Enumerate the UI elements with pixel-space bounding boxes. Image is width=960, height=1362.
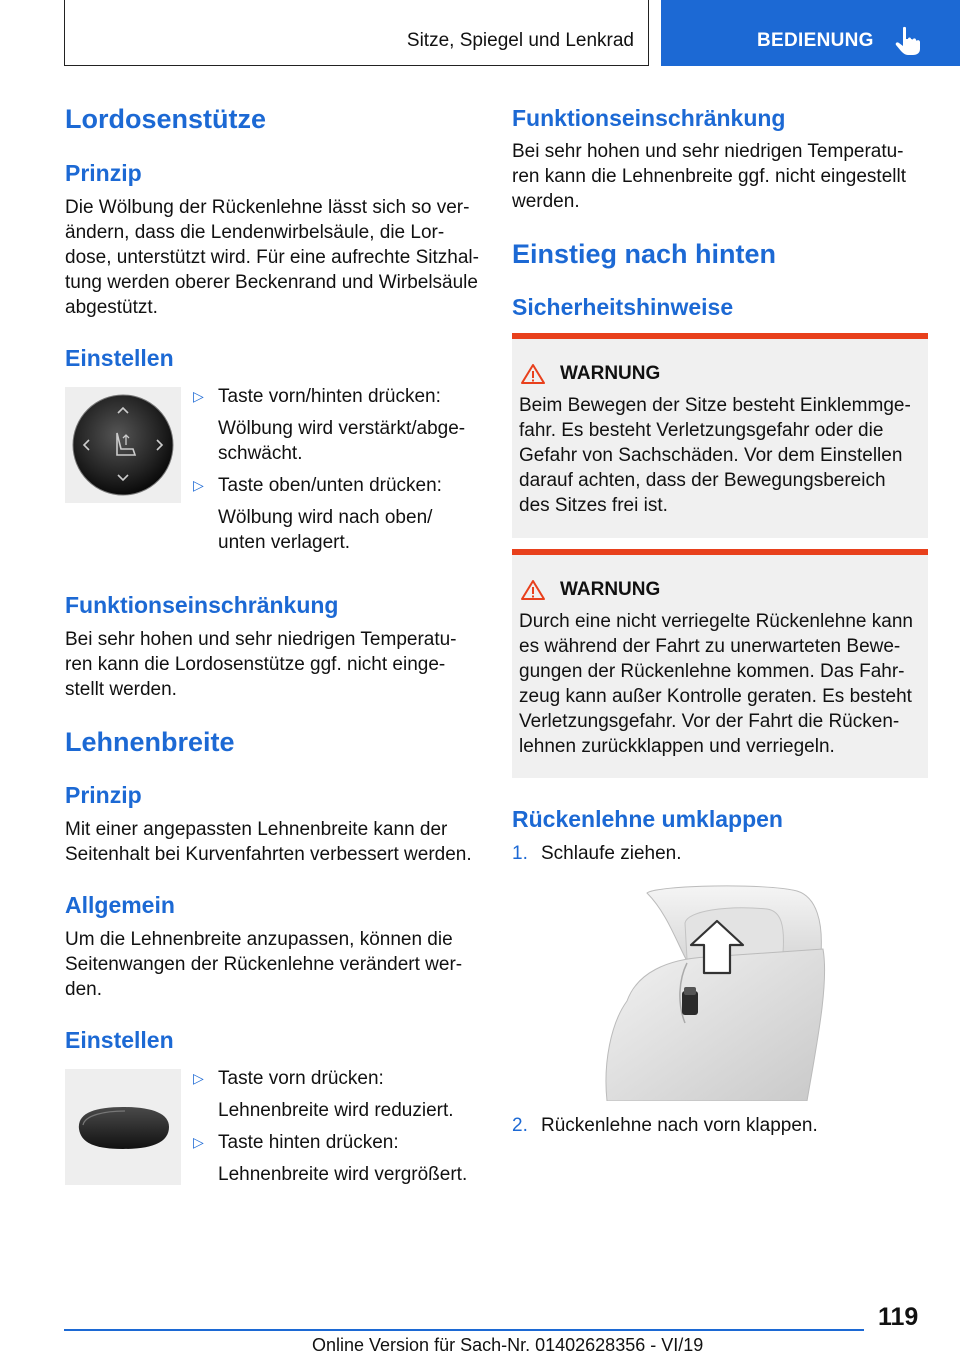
warning-box-1	[512, 333, 928, 538]
text-line: den.	[65, 979, 102, 1000]
bullet-text: Taste oben/unten drücken:	[218, 475, 442, 496]
heading-lordosenstuetze: Lordosenstütze	[65, 104, 267, 134]
bullet-text: Taste hinten drücken:	[218, 1132, 399, 1153]
heading-allgemein: Allgemein	[65, 892, 175, 918]
text-line: Seitenhalt bei Kurvenfahrten verbessert werden.	[65, 844, 472, 865]
warning-label: WARNUNG	[560, 579, 661, 600]
heading-lehnenbreite: Lehnenbreite	[65, 727, 235, 757]
heading-funktion-lordose: Funktionseinschränkung	[65, 592, 339, 618]
lehnenbreite-switch-image	[65, 1069, 181, 1185]
footer-divider	[64, 1329, 864, 1331]
warning-body	[519, 393, 911, 518]
heading-prinzip-lordose: Prinzip	[65, 160, 142, 186]
text-line: gungen der Rückenlehne kommen. Das Fahr‐	[519, 661, 905, 682]
triangle-bullet-icon: ▷	[193, 477, 204, 493]
text-line: dose, unterstützt wird. Für eine aufrechte Sitzhal‐	[65, 247, 479, 268]
header-section-title: Sitze, Spiegel und Lenkrad	[406, 30, 634, 51]
triangle-bullet-icon: ▷	[193, 1134, 204, 1150]
bullet-subtext: Lehnenbreite wird vergrößert.	[218, 1164, 468, 1185]
text-line: Gefahr von Sachschäden. Vor dem Einstellen	[519, 445, 903, 466]
text-line: stellt werden.	[65, 679, 177, 700]
header-tab-bedienung[interactable]	[661, 0, 960, 66]
step-text: Rückenlehne nach vorn klappen.	[541, 1115, 818, 1136]
text-line: ändern, dass die Lendenwirbelsäule, die Lor‐	[65, 222, 445, 243]
lordose-switch-graphic	[65, 387, 181, 503]
header-section-box	[64, 0, 649, 66]
bullet-lordose-2	[193, 473, 442, 555]
lordose-switch-image	[65, 387, 181, 503]
bullet-subtext: unten verlagert.	[218, 532, 351, 553]
text-line: Beim Bewegen der Sitze besteht Einklemmge‐	[519, 395, 911, 416]
text-line: Durch eine nicht verriegelte Rückenlehne kann	[519, 611, 913, 632]
warning-triangle-icon	[520, 363, 546, 385]
step-2	[512, 1113, 818, 1138]
text-line: ren kann die Lordosenstütze ggf. nicht einge‐	[65, 654, 446, 675]
paragraph-funktion-lehnenbreite	[512, 139, 906, 214]
paragraph-allgemein	[65, 927, 462, 1002]
warning-header	[520, 579, 660, 601]
text-line: abgestützt.	[65, 297, 158, 318]
step-number: 2.	[512, 1115, 528, 1136]
text-line: fahr. Es besteht Verletzungsgefahr oder die	[519, 420, 884, 441]
warning-label: WARNUNG	[560, 363, 661, 384]
bullet-lehnenbreite-2	[193, 1130, 467, 1187]
heading-prinzip-lehnenbreite: Prinzip	[65, 782, 142, 808]
step-1	[512, 841, 682, 866]
text-line: werden.	[512, 191, 580, 212]
page-number: 119	[878, 1303, 919, 1331]
heading-funktion-lehnenbreite: Funktionseinschränkung	[512, 105, 786, 131]
text-line: des Sitzes frei ist.	[519, 495, 668, 516]
heading-einstellen-lordose: Einstellen	[65, 345, 174, 371]
text-line: Die Wölbung der Rückenlehne lässt sich so ver‐	[65, 197, 470, 218]
text-line: Mit einer angepassten Lehnenbreite kann der	[65, 819, 448, 840]
lehnenbreite-switch-graphic	[65, 1069, 181, 1185]
step-text: Schlaufe ziehen.	[541, 843, 682, 864]
text-line: Um die Lehnenbreite anzupassen, können die	[65, 929, 453, 950]
bullet-subtext: Wölbung wird nach oben/	[218, 507, 433, 528]
text-line: zeug kann außer Kontrolle geraten. Es besteht	[519, 686, 912, 707]
heading-einstieg: Einstieg nach hinten	[512, 239, 777, 269]
triangle-bullet-icon: ▷	[193, 1070, 204, 1086]
warning-header	[520, 363, 660, 385]
text-line: lehnen zurückklappen und verriegeln.	[519, 736, 835, 757]
text-line: Verletzungsgefahr. Vor der Fahrt die Rücken‐	[519, 711, 900, 732]
heading-einstellen-lehnenbreite: Einstellen	[65, 1027, 174, 1053]
heading-umklappen: Rückenlehne umklappen	[512, 806, 783, 832]
text-line: ren kann die Lehnenbreite ggf. nicht eingestellt	[512, 166, 906, 187]
bullet-subtext: schwächt.	[218, 443, 303, 464]
text-line: Bei sehr hohen und sehr niedrigen Temperatu‐	[512, 141, 904, 162]
bullet-subtext: Wölbung wird verstärkt/abge‐	[218, 418, 466, 439]
text-line: es während der Fahrt zu unerwarteten Bewe‐	[519, 636, 901, 657]
footer-text: Online Version für Sach-Nr. 01402628356 - VI/19	[312, 1335, 704, 1355]
warning-box-2	[512, 549, 928, 778]
hand-pointer-icon	[895, 26, 921, 56]
bullet-subtext: Lehnenbreite wird reduziert.	[218, 1100, 454, 1121]
seat-backrest-illustration	[567, 883, 845, 1101]
bullet-text: Taste vorn drücken:	[218, 1068, 384, 1089]
warning-body	[519, 609, 913, 759]
bullet-text: Taste vorn/hinten drücken:	[218, 386, 441, 407]
text-line: tung werden oberer Beckenrand und Wirbelsäule	[65, 272, 478, 293]
bullet-lordose-1	[193, 384, 465, 466]
warning-triangle-icon	[520, 579, 546, 601]
header-tab-label: BEDIENUNG	[757, 30, 874, 51]
text-line: darauf achten, dass der Bewegungsbereich	[519, 470, 886, 491]
step-number: 1.	[512, 843, 528, 864]
paragraph-prinzip-lehnenbreite	[65, 817, 472, 867]
bullet-lehnenbreite-1	[193, 1066, 454, 1123]
text-line: Seitenwangen der Rückenlehne verändert wer‐	[65, 954, 463, 975]
paragraph-prinzip-lordose	[65, 195, 479, 320]
triangle-bullet-icon: ▷	[193, 388, 204, 404]
heading-sicherheitshinweise: Sicherheitshinweise	[512, 294, 734, 320]
text-line: Bei sehr hohen und sehr niedrigen Temperatu‐	[65, 629, 457, 650]
paragraph-funktion-lordose	[65, 627, 457, 702]
